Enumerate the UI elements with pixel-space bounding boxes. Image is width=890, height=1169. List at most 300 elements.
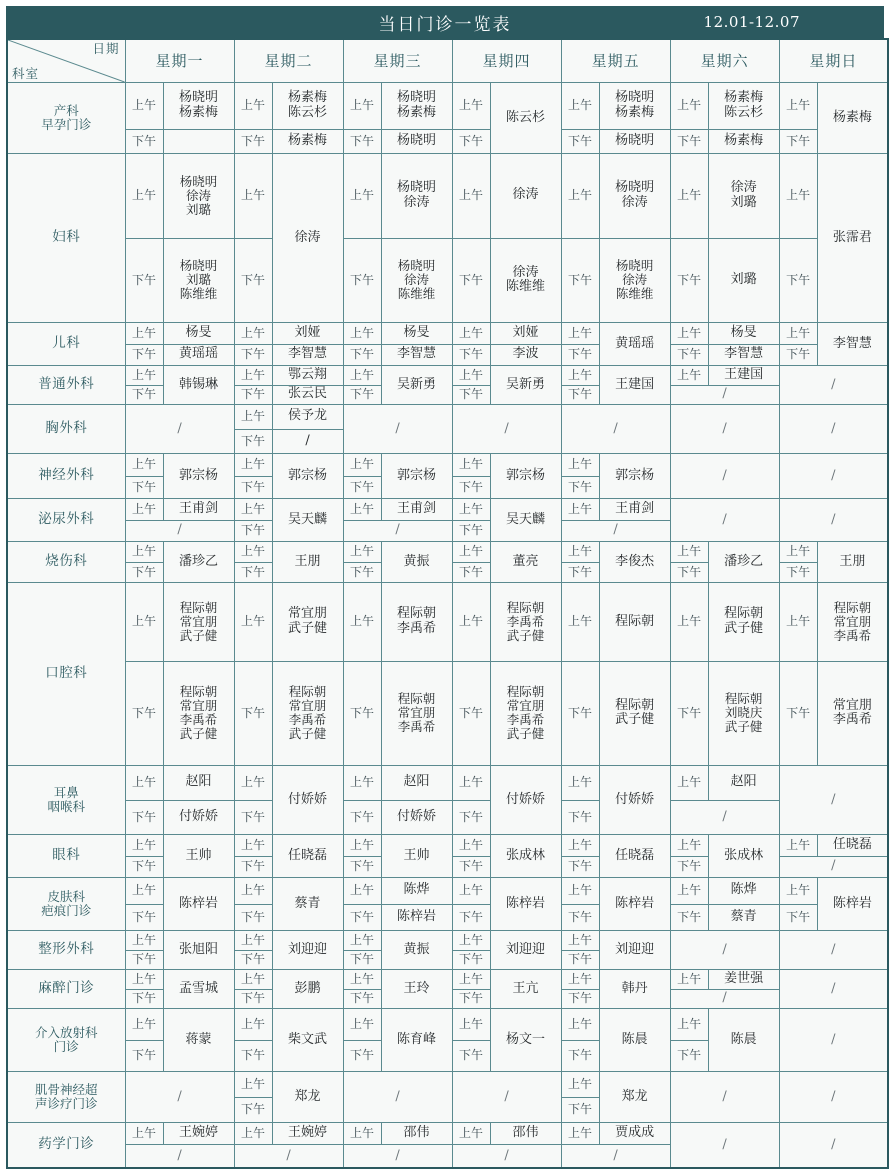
doctor-name: 李禹希 xyxy=(288,712,327,728)
am-label: 上午 xyxy=(125,583,163,662)
doctor-name: 程际朝 xyxy=(833,599,872,615)
pm-label: 下午 xyxy=(125,800,163,835)
doctor-name: 刘娅 xyxy=(512,324,539,340)
doctor-name: 张旭阳 xyxy=(179,941,219,957)
doctor-name: 郑龙 xyxy=(294,1088,321,1104)
pm-label: 下午 xyxy=(234,129,272,153)
doctor-name: 杨素梅 xyxy=(288,90,328,106)
am-label: 上午 xyxy=(561,542,599,563)
doctor-name: 韩锡琳 xyxy=(179,376,219,392)
schedule-cell-none: / xyxy=(234,1145,343,1168)
doctor-name: 郭宗杨 xyxy=(615,467,655,483)
doctor-name: 杨文一 xyxy=(506,1031,546,1047)
department-cell xyxy=(7,542,125,583)
doctor-name: 程际朝 xyxy=(179,684,218,700)
table-row xyxy=(7,766,888,801)
pm-label: 下午 xyxy=(452,1040,490,1072)
doctor-name: 杨晓明 xyxy=(179,90,219,106)
pm-label: 下午 xyxy=(343,856,381,878)
doctor-name: 郭宗杨 xyxy=(288,467,328,483)
doctor-name: 刘晓庆 xyxy=(724,705,763,721)
pm-label: 下午 xyxy=(561,476,599,499)
schedule-cell-names xyxy=(272,154,343,323)
schedule-cell-names xyxy=(381,542,452,583)
schedule-cell-names xyxy=(599,1123,670,1145)
pm-label: 下午 xyxy=(452,904,490,931)
pm-label: 下午 xyxy=(343,661,381,765)
doctor-name: 陈育峰 xyxy=(397,1031,437,1047)
doctor-name: 陈梓岩 xyxy=(179,895,219,911)
schedule-cell-names xyxy=(708,766,779,801)
pm-label: 下午 xyxy=(125,344,163,366)
schedule-cell-none: / xyxy=(779,1009,888,1072)
day-header-label: 星期二 xyxy=(264,51,313,70)
am-label: 上午 xyxy=(561,970,599,990)
schedule-cell-names xyxy=(272,323,343,345)
am-label: 上午 xyxy=(561,1123,599,1145)
doctor-name: 李波 xyxy=(512,346,539,362)
schedule-cell-names xyxy=(490,931,561,970)
doctor-name: 王婉婷 xyxy=(179,1125,219,1141)
am-label: 上午 xyxy=(670,970,708,990)
pm-label: 下午 xyxy=(234,1097,272,1123)
schedule-cell-names xyxy=(381,835,452,878)
schedule-cell-names xyxy=(381,344,452,366)
doctor-name: 常宜朋 xyxy=(288,606,328,622)
doctor-name: 任晓磊 xyxy=(615,847,655,863)
department-cell xyxy=(7,931,125,970)
doctor-name: 付娇娇 xyxy=(615,791,655,807)
doctor-name: 赵阳 xyxy=(403,774,430,790)
am-label: 上午 xyxy=(561,499,599,521)
pm-label: 下午 xyxy=(343,800,381,835)
doctor-name: 陈梓岩 xyxy=(506,895,546,911)
doctor-name: 陈云杉 xyxy=(506,109,546,125)
doctor-name: 张成林 xyxy=(506,847,546,863)
am-label: 上午 xyxy=(670,1009,708,1041)
am-label: 上午 xyxy=(234,323,272,345)
schedule-cell-none: / xyxy=(670,405,779,454)
schedule-cell-names xyxy=(599,83,670,130)
doctor-name: 李智慧 xyxy=(724,346,764,362)
am-label: 上午 xyxy=(125,1009,163,1041)
pm-label: 下午 xyxy=(561,238,599,323)
schedule-cell-names xyxy=(272,366,343,386)
table-header-row xyxy=(7,39,888,83)
doctor-name: 任晓磊 xyxy=(832,836,872,852)
am-label: 上午 xyxy=(343,154,381,239)
pm-label: 下午 xyxy=(234,950,272,970)
schedule-cell-names xyxy=(381,129,452,153)
schedule-cell-none: / xyxy=(779,499,888,542)
department-name-line: 眼科 xyxy=(52,847,81,864)
schedule-cell-none: / xyxy=(670,989,779,1009)
department-cell xyxy=(7,499,125,542)
pm-label: 下午 xyxy=(343,385,381,405)
am-label: 上午 xyxy=(670,83,708,130)
schedule-cell-names xyxy=(381,1009,452,1072)
department-name-line: 耳鼻 xyxy=(53,785,79,800)
pm-label: 下午 xyxy=(234,856,272,878)
pm-label: 下午 xyxy=(779,129,817,153)
pm-label: 下午 xyxy=(343,238,381,323)
am-label: 上午 xyxy=(452,1123,490,1145)
am-label: 上午 xyxy=(561,154,599,239)
am-label: 上午 xyxy=(234,542,272,563)
am-label: 上午 xyxy=(343,542,381,563)
pm-label: 下午 xyxy=(125,129,163,153)
pm-label: 下午 xyxy=(452,476,490,499)
schedule-cell-names xyxy=(490,323,561,345)
am-label: 上午 xyxy=(452,499,490,521)
doctor-name: 邵伟 xyxy=(403,1125,430,1141)
doctor-name: 杨晓明 xyxy=(397,258,436,274)
doctor-name: 武子健 xyxy=(724,620,764,636)
schedule-cell-names xyxy=(599,499,670,521)
schedule-cell-none: / xyxy=(125,1145,234,1168)
department-name-line: 门诊 xyxy=(53,1039,79,1054)
am-label: 上午 xyxy=(779,878,817,905)
doctor-name: 徐涛 xyxy=(404,272,430,288)
doctor-name: 杨晓明 xyxy=(179,173,218,189)
schedule-cell-names xyxy=(708,904,779,931)
day-header-6 xyxy=(670,39,779,83)
am-label: 上午 xyxy=(343,583,381,662)
schedule-cell-names xyxy=(272,661,343,765)
doctor-name: 王玲 xyxy=(403,980,430,996)
table-row xyxy=(7,405,888,430)
doctor-name: 陈维维 xyxy=(397,286,436,302)
am-label: 上午 xyxy=(670,154,708,239)
pm-label: 下午 xyxy=(779,344,817,366)
schedule-cell-names xyxy=(708,970,779,990)
schedule-cell-names xyxy=(163,499,234,521)
doctor-name: 王甫剑 xyxy=(615,500,655,516)
schedule-cell-names xyxy=(381,766,452,801)
schedule-cell-names xyxy=(490,238,561,323)
schedule-cell-names xyxy=(272,766,343,835)
schedule-cell-names xyxy=(381,931,452,970)
am-label: 上午 xyxy=(234,835,272,857)
am-label: 上午 xyxy=(670,766,708,801)
department-name-line: 麻醉门诊 xyxy=(38,980,95,997)
department-cell xyxy=(7,1123,125,1169)
schedule-cell-names xyxy=(599,835,670,878)
am-label: 上午 xyxy=(125,83,163,130)
schedule-cell-names xyxy=(381,661,452,765)
schedule-cell-names xyxy=(163,661,234,765)
schedule-cell-names xyxy=(599,323,670,366)
schedule-cell-names xyxy=(490,970,561,1009)
am-label: 上午 xyxy=(561,1009,599,1041)
pm-label: 下午 xyxy=(779,238,817,323)
schedule-cell-names xyxy=(708,238,779,323)
doctor-name: 孟雪城 xyxy=(179,980,219,996)
pm-label: 下午 xyxy=(452,661,490,765)
am-label: 上午 xyxy=(670,878,708,905)
schedule-cell-none: / xyxy=(779,1072,888,1123)
doctor-name: 程际朝 xyxy=(179,599,218,615)
department-name-line: 疤痕门诊 xyxy=(41,903,92,918)
doctor-name: 赵阳 xyxy=(185,774,212,790)
table-row xyxy=(7,1009,888,1041)
schedule-cell-names xyxy=(490,154,561,239)
table-row-pm xyxy=(7,344,888,366)
schedule-cell-names xyxy=(163,238,234,323)
am-label: 上午 xyxy=(452,835,490,857)
doctor-name: 王帅 xyxy=(403,847,430,863)
department-name-line: 声诊疗门诊 xyxy=(34,1096,98,1111)
pm-label: 下午 xyxy=(234,661,272,765)
pm-label: 下午 xyxy=(670,904,708,931)
am-label: 上午 xyxy=(452,931,490,951)
doctor-name: 杨晓明 xyxy=(179,258,218,274)
doctor-name: 黄振 xyxy=(403,553,430,569)
doctor-name: 李禹希 xyxy=(397,719,436,735)
schedule-cell-names xyxy=(163,366,234,405)
doctor-name: 刘璐 xyxy=(730,271,757,287)
doctor-name: 王甫剑 xyxy=(397,500,437,516)
pm-label: 下午 xyxy=(234,800,272,835)
doctor-name: 常宜朋 xyxy=(397,705,436,721)
schedule-cell-names xyxy=(272,970,343,1009)
corner-dept-label: 科室 xyxy=(12,66,40,81)
doctor-name: 刘璐 xyxy=(186,272,212,288)
am-label: 上午 xyxy=(234,154,272,239)
doctor-name: 武子健 xyxy=(506,726,545,742)
schedule-cell-names xyxy=(272,1072,343,1123)
doctor-name: 王建国 xyxy=(615,376,655,392)
doctor-name: 杨晓明 xyxy=(615,180,655,196)
doctor-name: 常宜朋 xyxy=(833,613,872,629)
am-label: 上午 xyxy=(125,542,163,563)
doctor-name: 彭鹏 xyxy=(294,980,321,996)
doctor-name: 吴天麟 xyxy=(288,511,328,527)
doctor-name: 邵伟 xyxy=(512,1125,539,1141)
am-label: 上午 xyxy=(670,323,708,345)
schedule-cell-names xyxy=(490,83,561,154)
schedule-cell-none: / xyxy=(561,520,670,542)
doctor-name: 程际朝 xyxy=(397,606,437,622)
pm-label: 下午 xyxy=(779,661,817,765)
am-label: 上午 xyxy=(343,835,381,857)
pm-label: 下午 xyxy=(561,989,599,1009)
doctor-name: 杨素梅 xyxy=(179,104,219,120)
am-label: 上午 xyxy=(343,454,381,477)
am-label: 上午 xyxy=(234,454,272,477)
doctor-name: 贾成成 xyxy=(615,1125,655,1141)
schedule-cell-names xyxy=(817,661,888,765)
am-label: 上午 xyxy=(234,1072,272,1098)
schedule-table xyxy=(6,38,889,1169)
doctor-name: 李禹希 xyxy=(397,620,437,636)
doctor-name: 郭宗杨 xyxy=(506,467,546,483)
department-cell xyxy=(7,878,125,931)
am-label: 上午 xyxy=(561,83,599,130)
am-label: 上午 xyxy=(234,1123,272,1145)
schedule-cell-names xyxy=(817,583,888,662)
day-header-3 xyxy=(343,39,452,83)
am-label: 上午 xyxy=(452,323,490,345)
am-label: 上午 xyxy=(779,583,817,662)
doctor-name: 武子健 xyxy=(615,712,655,728)
pm-label: 下午 xyxy=(670,344,708,366)
schedule-cell-names xyxy=(490,661,561,765)
schedule-cell-none: / xyxy=(125,1072,234,1123)
title-bar xyxy=(6,6,884,38)
table-row xyxy=(7,1072,888,1098)
doctor-name: 杨晓明 xyxy=(397,180,437,196)
am-label: 上午 xyxy=(343,366,381,386)
am-label: 上午 xyxy=(452,454,490,477)
doctor-name: 王建国 xyxy=(724,366,764,382)
am-label: 上午 xyxy=(125,766,163,801)
pm-label: 下午 xyxy=(561,129,599,153)
schedule-cell-names xyxy=(490,454,561,499)
am-label: 上午 xyxy=(452,766,490,801)
am-label: 上午 xyxy=(234,366,272,386)
doctor-name: 陈维维 xyxy=(506,279,546,295)
table-row xyxy=(7,835,888,857)
doctor-name: 陈云杉 xyxy=(288,104,328,120)
doctor-name: / xyxy=(305,432,310,448)
schedule-cell-names xyxy=(272,931,343,970)
pm-label: 下午 xyxy=(343,129,381,153)
schedule-cell-none: / xyxy=(779,405,888,454)
schedule-cell-names xyxy=(272,835,343,878)
schedule-cell-names xyxy=(163,542,234,583)
table-row-pm xyxy=(7,238,888,323)
pm-label: 下午 xyxy=(234,562,272,583)
doctor-name: 鄂云翔 xyxy=(288,366,328,382)
pm-label: 下午 xyxy=(234,344,272,366)
pm-label: 下午 xyxy=(452,520,490,542)
pm-label: 下午 xyxy=(343,989,381,1009)
doctor-name: 张成林 xyxy=(724,847,764,863)
am-label: 上午 xyxy=(452,1009,490,1041)
doctor-name: 程际朝 xyxy=(615,697,655,713)
schedule-cell-names xyxy=(708,83,779,130)
doctor-name: 武子健 xyxy=(724,719,763,735)
schedule-cell-names xyxy=(599,238,670,323)
table-row-pm xyxy=(7,129,888,153)
schedule-cell-none: / xyxy=(670,454,779,499)
pm-label: 下午 xyxy=(125,238,163,323)
doctor-name: 程际朝 xyxy=(615,613,655,629)
doctor-name: 刘迎迎 xyxy=(506,941,546,957)
schedule-cell-none: / xyxy=(125,520,234,542)
am-label: 上午 xyxy=(125,366,163,386)
schedule-cell-names xyxy=(163,454,234,499)
pm-label: 下午 xyxy=(343,950,381,970)
day-header-2 xyxy=(234,39,343,83)
am-label: 上午 xyxy=(125,323,163,345)
am-label: 上午 xyxy=(125,154,163,239)
am-label: 上午 xyxy=(452,542,490,563)
schedule-cell-names xyxy=(817,878,888,931)
schedule-cell-names xyxy=(490,344,561,366)
pm-label: 下午 xyxy=(561,344,599,366)
schedule-cell-names xyxy=(381,970,452,1009)
department-name-line: 胸外科 xyxy=(45,420,88,437)
schedule-cell-names xyxy=(381,583,452,662)
am-label: 上午 xyxy=(343,499,381,521)
schedule-cell-names xyxy=(817,83,888,154)
pm-label: 下午 xyxy=(779,562,817,583)
schedule-cell-names xyxy=(272,405,343,430)
schedule-cell-none: / xyxy=(561,405,670,454)
schedule-cell-names xyxy=(272,429,343,454)
doctor-name: 杨晓明 xyxy=(397,90,437,106)
department-cell xyxy=(7,970,125,1009)
date-range-label: 12.01-12.07 xyxy=(703,13,800,31)
day-header-label: 星期日 xyxy=(809,51,858,70)
pm-label: 下午 xyxy=(234,520,272,542)
pm-label: 下午 xyxy=(125,904,163,931)
schedule-cell-none: / xyxy=(779,454,888,499)
department-cell xyxy=(7,835,125,878)
doctor-name: 徐涛 xyxy=(621,194,648,210)
schedule-cell-names xyxy=(163,154,234,239)
table-row-pm xyxy=(7,904,888,931)
am-label: 上午 xyxy=(234,499,272,521)
doctor-name: 杨素梅 xyxy=(724,133,764,149)
schedule-cell-names xyxy=(381,800,452,835)
doctor-name: 付娇娇 xyxy=(506,791,546,807)
department-name-line: 早孕门诊 xyxy=(41,117,92,132)
doctor-name: 常宜朋 xyxy=(832,697,872,713)
am-label: 上午 xyxy=(670,583,708,662)
schedule-cell-names xyxy=(708,154,779,239)
schedule-cell-names xyxy=(490,542,561,583)
department-name-line: 咽喉科 xyxy=(47,799,85,814)
pm-label: 下午 xyxy=(670,661,708,765)
doctor-name: 程际朝 xyxy=(397,691,436,707)
table-row xyxy=(7,454,888,477)
schedule-cell-names xyxy=(381,154,452,239)
doctor-name: 王婉婷 xyxy=(288,1125,328,1141)
doctor-name: 吴天麟 xyxy=(506,511,546,527)
doctor-name: 黄瑶瑶 xyxy=(615,335,655,351)
department-name-line: 神经外科 xyxy=(38,467,95,484)
doctor-name: 付娇娇 xyxy=(397,808,437,824)
department-name-line: 肌骨神经超 xyxy=(34,1082,98,1097)
pm-label: 下午 xyxy=(125,856,163,878)
doctor-name: 杨晓明 xyxy=(397,133,437,149)
doctor-name: 郭宗杨 xyxy=(397,467,437,483)
schedule-cell-none: / xyxy=(670,1123,779,1169)
am-label: 上午 xyxy=(234,1009,272,1041)
schedule-cell-none: / xyxy=(670,931,779,970)
doctor-name: 武子健 xyxy=(288,620,328,636)
am-label: 上午 xyxy=(452,970,490,990)
doctor-name: 陈烨 xyxy=(403,882,430,898)
schedule-cell-names xyxy=(599,1072,670,1123)
am-label: 上午 xyxy=(234,878,272,905)
doctor-name: 姜世强 xyxy=(724,970,764,986)
am-label: 上午 xyxy=(343,931,381,951)
schedule-cell-none: / xyxy=(779,1123,888,1169)
am-label: 上午 xyxy=(779,83,817,130)
doctor-name: 任晓磊 xyxy=(288,847,328,863)
department-name-line: 药学门诊 xyxy=(38,1136,95,1153)
am-label: 上午 xyxy=(234,970,272,990)
schedule-cell-names xyxy=(163,1009,234,1072)
pm-label: 下午 xyxy=(125,385,163,405)
doctor-name: 蒋蒙 xyxy=(185,1031,212,1047)
doctor-name: 杨晓明 xyxy=(615,133,655,149)
schedule-cell-names xyxy=(163,344,234,366)
